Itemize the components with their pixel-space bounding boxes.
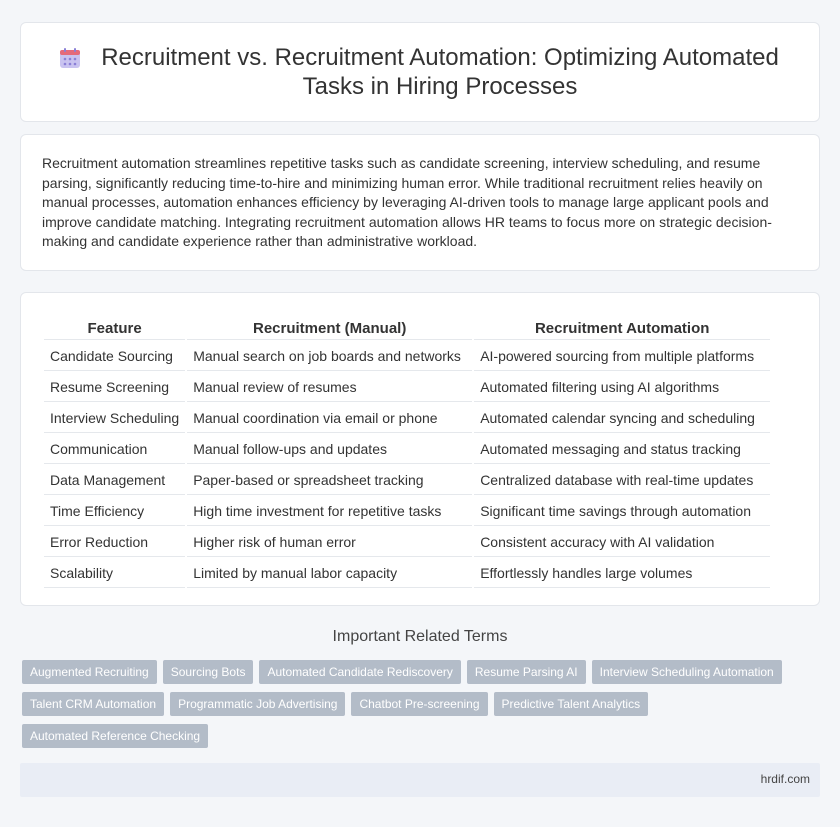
term-tag[interactable]: Programmatic Job Advertising xyxy=(170,692,345,716)
table-cell: Communication xyxy=(44,435,185,464)
table-cell: Centralized database with real-time updates xyxy=(474,466,770,495)
table-row xyxy=(44,528,770,557)
table-cell: Consistent accuracy with AI validation xyxy=(474,528,770,557)
table-cell: Manual review of resumes xyxy=(187,373,472,402)
table-row xyxy=(44,435,770,464)
footer xyxy=(20,763,820,797)
term-tag[interactable]: Augmented Recruiting xyxy=(22,660,157,684)
related-terms-list xyxy=(22,660,792,748)
footer-site-link[interactable]: hrdif.com xyxy=(760,772,810,786)
table-cell: Paper-based or spreadsheet tracking xyxy=(187,466,472,495)
table-cell: High time investment for repetitive tasks xyxy=(187,497,472,526)
term-tag[interactable]: Predictive Talent Analytics xyxy=(494,692,649,716)
table-cell: Error Reduction xyxy=(44,528,185,557)
intro-card xyxy=(20,134,820,271)
term-tag[interactable]: Talent CRM Automation xyxy=(22,692,164,716)
header-automation: Recruitment Automation xyxy=(474,318,770,340)
page-title: Recruitment vs. Recruitment Automation: Optimizing Automated Tasks in Hiring Processes xyxy=(101,44,779,100)
table-cell: Data Management xyxy=(44,466,185,495)
table-row xyxy=(44,466,770,495)
table-cell: Manual coordination via email or phone xyxy=(187,404,472,433)
table-cell: Automated calendar syncing and scheduling xyxy=(474,404,770,433)
table-cell: Time Efficiency xyxy=(44,497,185,526)
table-cell: Limited by manual labor capacity xyxy=(187,559,472,588)
table-row xyxy=(44,559,770,588)
term-tag[interactable]: Chatbot Pre-screening xyxy=(351,692,487,716)
calendar-icon xyxy=(59,47,81,69)
table-row xyxy=(44,497,770,526)
table-row xyxy=(44,373,770,402)
title-card xyxy=(20,22,820,122)
table-cell: AI-powered sourcing from multiple platforms xyxy=(474,342,770,371)
term-tag[interactable]: Sourcing Bots xyxy=(163,660,254,684)
term-tag[interactable]: Automated Reference Checking xyxy=(22,724,208,748)
term-tag[interactable]: Automated Candidate Rediscovery xyxy=(259,660,460,684)
table-row xyxy=(44,404,770,433)
intro-paragraph: Recruitment automation streamlines repetitive tasks such as candidate screening, interview scheduling, and resume parsing, significantly reducing time-to-hire and minimizing human error. While traditional recruitment relies heavily on manual processes, automation enhances efficiency by leveraging AI-driven tools to manage large applicant pools and improve candidate matching. Integrating recruitment automation allows HR teams to focus more on strategic decision-making and candidate experience rather than administrative workload. xyxy=(42,155,772,250)
table-cell: Manual search on job boards and networks xyxy=(187,342,472,371)
term-tag[interactable]: Interview Scheduling Automation xyxy=(592,660,782,684)
table-header-row xyxy=(44,318,770,340)
table-cell: Resume Screening xyxy=(44,373,185,402)
table-cell: Automated messaging and status tracking xyxy=(474,435,770,464)
table-cell: Scalability xyxy=(44,559,185,588)
table-cell: Interview Scheduling xyxy=(44,404,185,433)
table-cell: Automated filtering using AI algorithms xyxy=(474,373,770,402)
related-terms-heading: Important Related Terms xyxy=(332,628,508,645)
table-cell: Effortlessly handles large volumes xyxy=(474,559,770,588)
table-cell: Manual follow-ups and updates xyxy=(187,435,472,464)
header-feature: Feature xyxy=(44,318,185,340)
header-manual: Recruitment (Manual) xyxy=(187,318,472,340)
comparison-card xyxy=(20,292,820,606)
table-row xyxy=(44,342,770,371)
table-cell: Candidate Sourcing xyxy=(44,342,185,371)
table-cell: Significant time savings through automation xyxy=(474,497,770,526)
term-tag[interactable]: Resume Parsing AI xyxy=(467,660,586,684)
table-cell: Higher risk of human error xyxy=(187,528,472,557)
comparison-table xyxy=(42,316,772,590)
